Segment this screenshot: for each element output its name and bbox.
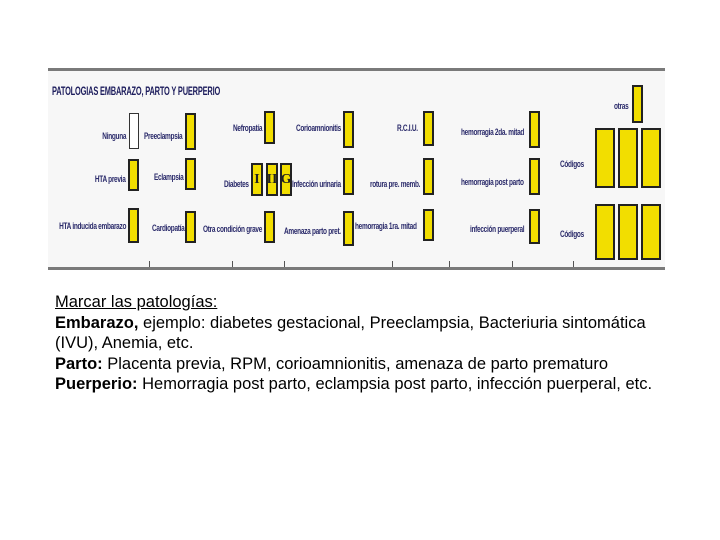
- checkbox-eclampsia[interactable]: [185, 158, 196, 190]
- label-cardiopatia: Cardiopatía: [152, 223, 185, 233]
- label-hemorragia-1ra-mitad: hemorragia 1ra. mitad: [355, 221, 417, 231]
- checkbox-diabetes-type-gestational[interactable]: G: [280, 163, 292, 196]
- label-diabetes: Diabetes: [224, 179, 249, 189]
- codigo-box-1c[interactable]: [641, 128, 661, 188]
- column-separator: [512, 261, 513, 267]
- label-codigos-2: Códigos: [560, 229, 584, 239]
- puerperio-text: Hemorragia post parto, eclampsia post parto, infección puerperal, etc.: [137, 375, 653, 393]
- checkbox-hemorragia-1ra-mitad[interactable]: [423, 209, 434, 241]
- label-corioamnionitis: Corioamnionitis: [296, 123, 342, 133]
- form-title: PATOLOGIAS EMBARAZO, PARTO Y PUERPERIO: [52, 84, 221, 98]
- label-hta-inducida: HTA inducida embarazo: [58, 221, 126, 231]
- codigo-box-1a[interactable]: [595, 128, 615, 188]
- parto-paragraph: [55, 354, 675, 375]
- codigo-box-1b[interactable]: [618, 128, 638, 188]
- checkbox-infeccion-urinaria[interactable]: [343, 158, 354, 195]
- checkbox-infeccion-puerperal[interactable]: [529, 209, 540, 244]
- label-hemorragia-post-parto: hemorragia post parto: [461, 177, 524, 187]
- checkbox-rciu[interactable]: [423, 111, 434, 146]
- checkbox-hemorragia-2da-mitad[interactable]: [529, 111, 540, 148]
- column-separator: [392, 261, 393, 267]
- label-eclampsia: Eclampsia: [154, 172, 184, 182]
- embarazo-text: ejemplo: diabetes gestacional, Preeclampsia, Bacteriuria sintomática (IVU), Anemia, etc.: [55, 313, 646, 352]
- checkbox-preeclampsia[interactable]: [185, 113, 196, 150]
- parto-text: Placenta previa, RPM, corioamnionitis, amenaza de parto prematuro: [102, 354, 609, 373]
- checkbox-hemorragia-post-parto[interactable]: [529, 158, 540, 195]
- codigo-box-2c[interactable]: [641, 204, 661, 260]
- checkbox-ninguna[interactable]: [129, 113, 139, 149]
- codigo-box-2b[interactable]: [618, 204, 638, 260]
- label-codigos-1: Códigos: [560, 159, 584, 169]
- checkbox-cardiopatia[interactable]: [185, 211, 196, 243]
- checkbox-diabetes-type-1[interactable]: I: [251, 163, 263, 196]
- label-rciu: R.C.I.U.: [397, 123, 418, 133]
- column-separator: [573, 261, 574, 267]
- embarazo-label: Embarazo,: [55, 313, 139, 332]
- label-nefropatia: Nefropatía: [233, 123, 263, 133]
- checkbox-otra-condicion-grave[interactable]: [264, 211, 275, 243]
- checkbox-hta-inducida[interactable]: [128, 208, 139, 243]
- label-infeccion-puerperal: infección puerperal: [470, 224, 525, 234]
- column-separator: [232, 261, 233, 267]
- label-otras: otras: [614, 101, 629, 111]
- label-otra-condicion-grave: Otra condición grave: [203, 224, 263, 234]
- column-separator: [284, 261, 285, 267]
- column-separator: [449, 261, 450, 267]
- embarazo-paragraph: [55, 313, 675, 354]
- puerperio-label: Puerperio:: [55, 375, 138, 393]
- checkbox-rotura-pre-memb[interactable]: [423, 158, 434, 195]
- label-preeclampsia: Preeclampsia: [144, 131, 183, 141]
- instructions-heading: Marcar las patologías:: [55, 293, 218, 311]
- checkbox-amenaza-parto-pret[interactable]: [343, 211, 354, 246]
- label-hta-previa: HTA previa: [95, 174, 126, 184]
- instructions-text: [55, 292, 675, 395]
- label-hemorragia-2da-mitad: hemorragia 2da. mitad: [461, 127, 525, 137]
- label-rotura-pre-memb: rotura pre. memb.: [370, 179, 421, 189]
- label-infeccion-urinaria: Infección urinaria: [292, 179, 341, 189]
- pathology-form-image: [48, 68, 665, 270]
- label-amenaza-parto-pret: Amenaza parto pret.: [284, 226, 341, 236]
- checkbox-hta-previa[interactable]: [128, 159, 139, 191]
- checkbox-diabetes-type-2[interactable]: II: [266, 163, 278, 196]
- checkbox-otras[interactable]: [632, 85, 643, 123]
- codigo-box-2a[interactable]: [595, 204, 615, 260]
- column-separator: [149, 261, 150, 267]
- puerperio-paragraph: [55, 374, 675, 395]
- checkbox-corioamnionitis[interactable]: [343, 111, 354, 148]
- label-ninguna: Ninguna: [102, 131, 126, 141]
- checkbox-nefropatia[interactable]: [264, 111, 275, 144]
- parto-label: Parto:: [55, 354, 103, 373]
